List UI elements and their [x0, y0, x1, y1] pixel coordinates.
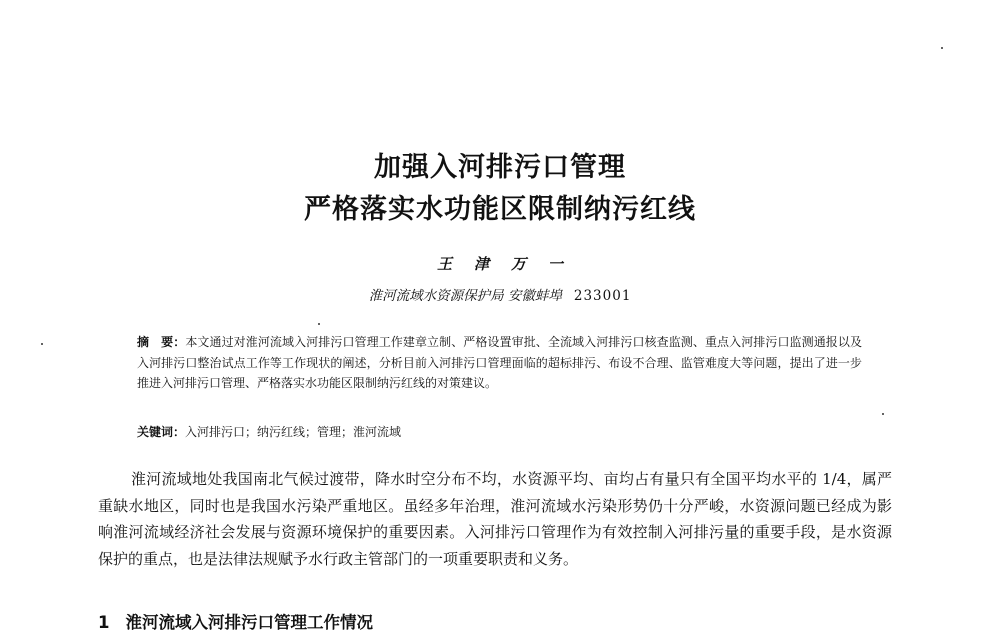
abstract-label: 摘 要： [137, 335, 186, 349]
abstract [137, 332, 862, 394]
section-number: 1 [98, 613, 110, 632]
affiliation-text: 淮河流域水资源保护局 安徽蚌埠 [368, 288, 562, 304]
paper-title-line-1: 加强入河排污口管理 [374, 152, 626, 183]
postal-code: 233001 [573, 288, 632, 304]
keywords-text: 入河排污口；纳污红线；管理；淮河流域 [185, 425, 402, 439]
paper-title-line-2: 严格落实水功能区限制纳污红线 [304, 194, 696, 225]
scan-speck [41, 343, 43, 345]
author-affiliation [0, 284, 1000, 304]
intro-paragraph: 淮河流域地处我国南北气候过渡带，降水时空分布不均，水资源平均、亩均占有量只有全国平均水平的 1/4，属严重缺水地区，同时也是我国水污染严重地区。虽经多年治理，淮河流域水污染形势仍十分严峻，水资源问题已经成为影响淮河流域经济社会发展与资源环境保护的重要因素。入河排污口管理作为有效控制入河排污量的重要手段，是水资源保护的重点，也是法律法规赋予水行政主管部门的一项重要职责和义务。 [98, 470, 892, 568]
scan-speck [318, 323, 320, 325]
section-title: 淮河流域入河排污口管理工作情况 [125, 613, 373, 632]
abstract-text: 本文通过对淮河流域入河排污口管理工作建章立制、严格设置审批、全流域入河排污口核查监测、重点入河排污口监测通报以及入河排污口整治试点工作等工作现状的阐述，分析目前入河排污口管理面临的超标排污、布设不合理、监管难度大等问题，提出了进一步推进入河排污口管理、严格落实水功能区限制纳污红线的对策建议。 [137, 335, 862, 390]
section-heading [98, 609, 373, 633]
keywords [137, 422, 862, 442]
scan-speck [882, 413, 884, 415]
author-names: 王津万一 [436, 255, 585, 273]
scan-speck [941, 47, 943, 49]
keywords-label: 关键词： [137, 425, 186, 439]
